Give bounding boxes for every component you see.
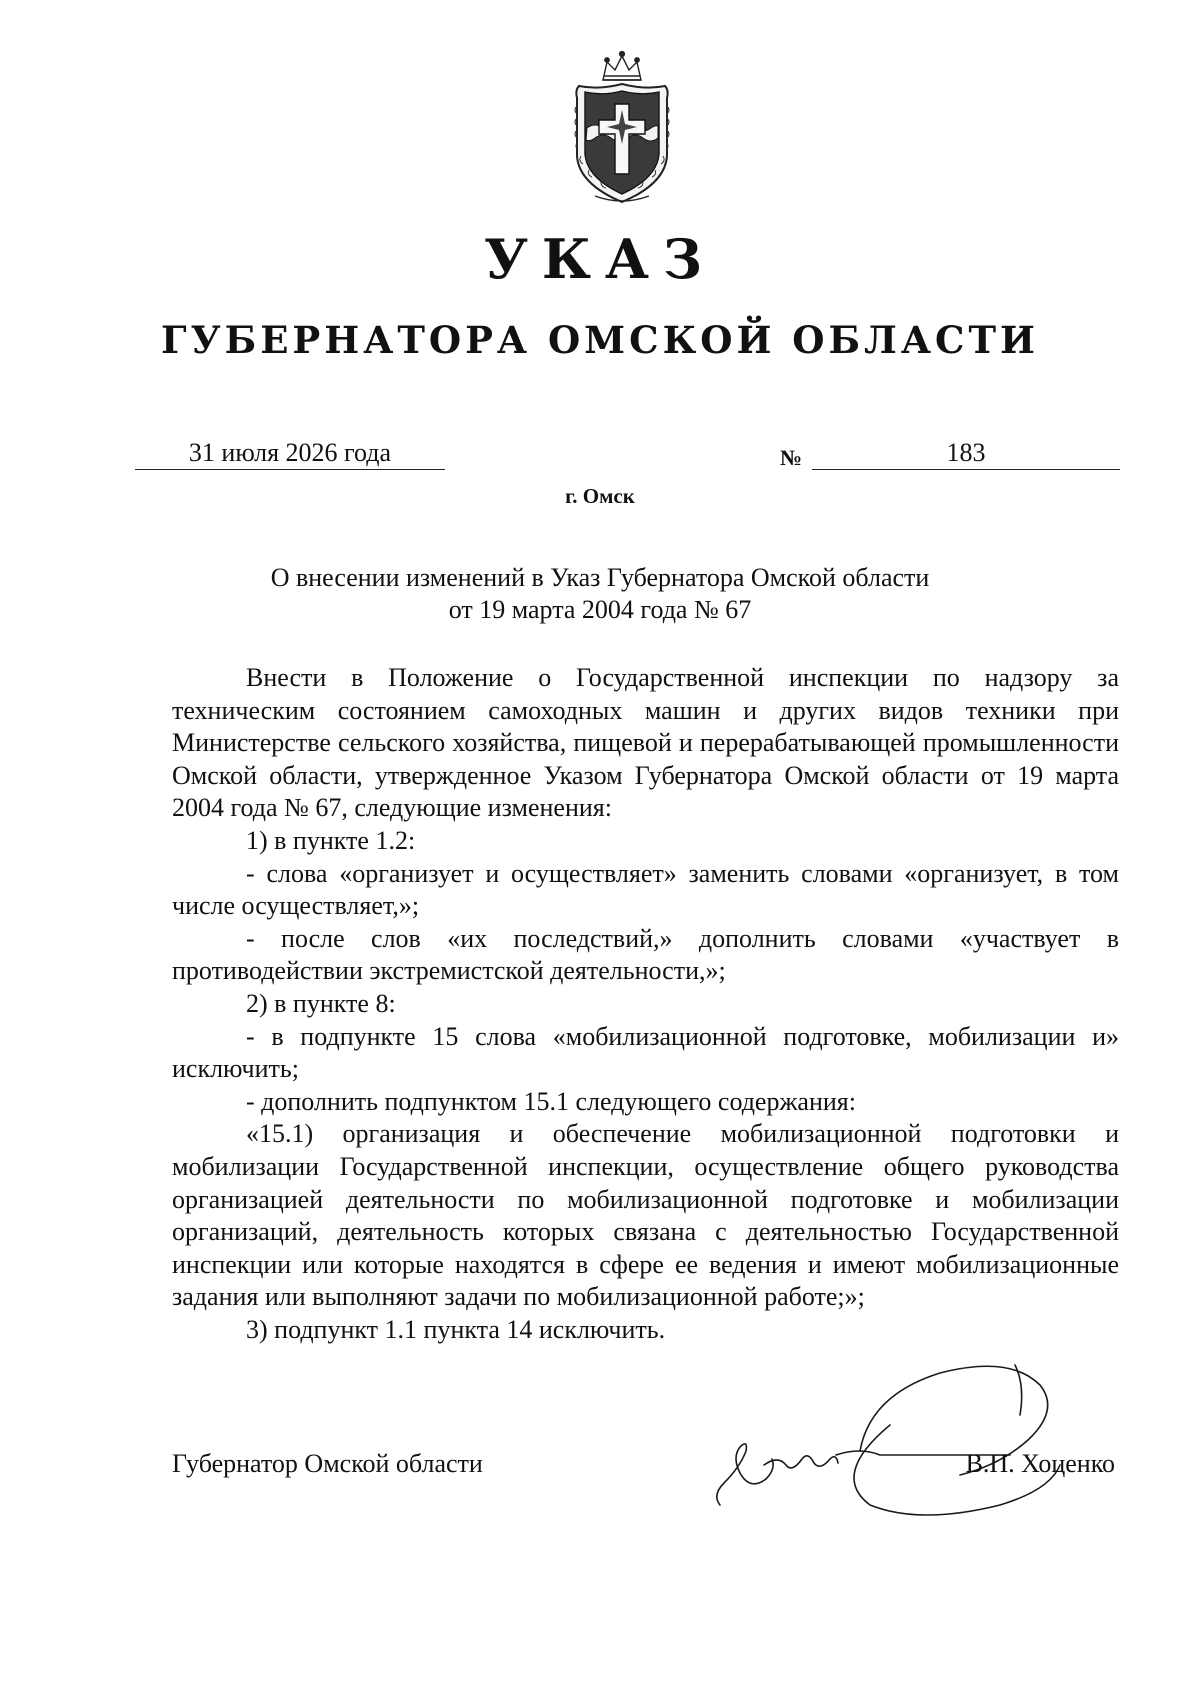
subject-line-1: О внесении изменений в Указ Губернатора Омской области [270,563,930,592]
subject-line-2: от 19 марта 2004 года № 67 [448,595,752,624]
document-type-title: УКАЗ [484,227,716,291]
coat-of-arms-icon [565,46,680,206]
issuing-authority-title: ГУБЕРНАТОРА ОМСКОЙ ОБЛАСТИ [161,318,1039,362]
number-label: № [780,445,803,470]
body-paragraph: - в подпункте 15 слова «мобилизационной подготовке, мобилизации и» исключить; [172,1021,1119,1084]
decree-date: 31 июля 2026 года [135,437,445,470]
signer-position: Губернатор Омской области [172,1449,483,1478]
body-paragraph: - слова «организует и осуществляет» заменить словами «организует, в том числе осуществляет,»; [172,858,1119,921]
body-paragraph: 3) подпункт 1.1 пункта 14 исключить. [246,1314,666,1344]
decree-body [172,662,1119,1346]
body-paragraph: Внести в Положение о Государственной инспекции по надзору за техническим состоянием самоходных машин и других видов техники при Министерстве сельского хозяйства, пищевой и перерабатывающей промышленности Омской области, утвержденное Указом Губернатора Омской области от 19 марта 2004 года № 67, следующие изменения: [172,663,1119,823]
body-paragraph: 2) в пункте 8: [246,988,396,1018]
decree-subject [0,562,1200,626]
city-label: г. Омск [565,484,635,508]
body-paragraph: «15.1) организация и обеспечение мобилизационной подготовки и мобилизации Государственной инспекции, осуществление общего руководства организацией деятельности по мобилизационной подготовке и мобилизации организаций, деятельность которых связана с деятельностью Государственной инспекции или которые находятся в сфере ее ведения и имеют мобилизационные задания или выполняют задачи по мобилизационной работе;»; [172,1119,1119,1312]
signer-name: В.П. Хоценко [965,1449,1115,1478]
body-paragraph: - после слов «их последствий,» дополнить словами «участвует в противодействии экстремистской деятельности,»; [172,923,1119,986]
body-paragraph: 1) в пункте 1.2: [246,825,416,855]
body-paragraph: - дополнить подпунктом 15.1 следующего содержания: [246,1086,856,1116]
decree-number: 183 [812,437,1120,470]
handwritten-signature-icon [710,1355,1130,1520]
